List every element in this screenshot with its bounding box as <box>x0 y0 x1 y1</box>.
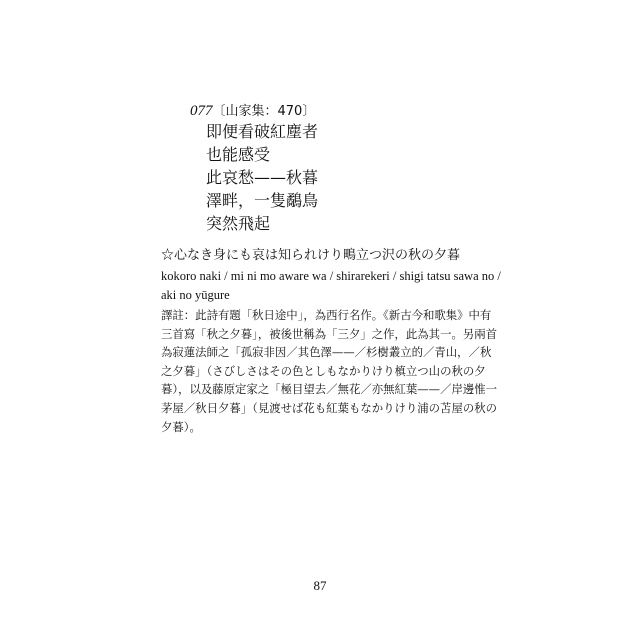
translator-note <box>161 306 498 436</box>
page-number: 87 <box>313 578 327 593</box>
original-japanese-text: ☆心なき身にも哀は知られけり鴫立つ沢の秋の夕暮 <box>161 248 461 263</box>
romaji-line: aki no yūgure <box>161 288 230 302</box>
poem-source: 〔山家集：470〕 <box>212 104 316 119</box>
romaji-line: kokoro naki / mi ni mo aware wa / shirarekeri / shigi tatsu sawa no / <box>161 269 501 283</box>
note-line: 夕暮）。 <box>161 419 201 434</box>
poem-number: 077 <box>190 103 213 119</box>
note-line: 暮），以及藤原定家之「極目望去／無花／亦無紅葉——／岸邊惟一 <box>161 382 498 397</box>
poem-translation <box>206 120 318 235</box>
poem-line: 即便看破紅塵者 <box>206 122 319 141</box>
note-line: 之夕暮」（さびしさはその色としもなかりけり槙立つ山の秋の夕 <box>161 363 486 378</box>
note-line: 譯註：此詩有題「秋日途中」，為西行名作。《新古今和歌集》中有 <box>161 308 492 322</box>
note-line: 三首寫「秋之夕暮」，被後世稱為「三夕」之作，此為其一。另兩首 <box>161 326 498 341</box>
poem-line: 也能感受 <box>206 145 271 164</box>
note-line: 為寂蓮法師之「孤寂非因／其色澤——／杉樹叢立的／青山，／秋 <box>161 345 492 360</box>
poem-line: 澤畔，一隻鷸鳥 <box>206 191 319 210</box>
romaji-transliteration <box>161 267 501 305</box>
note-line: 茅屋／秋日夕暮」（見渡せば花も紅葉もなかりけり浦の苫屋の秋の <box>161 400 498 415</box>
poem-line: 突然飛起 <box>206 214 271 233</box>
poem-line: 此哀愁——秋暮 <box>206 168 319 187</box>
poem-header <box>190 100 315 120</box>
